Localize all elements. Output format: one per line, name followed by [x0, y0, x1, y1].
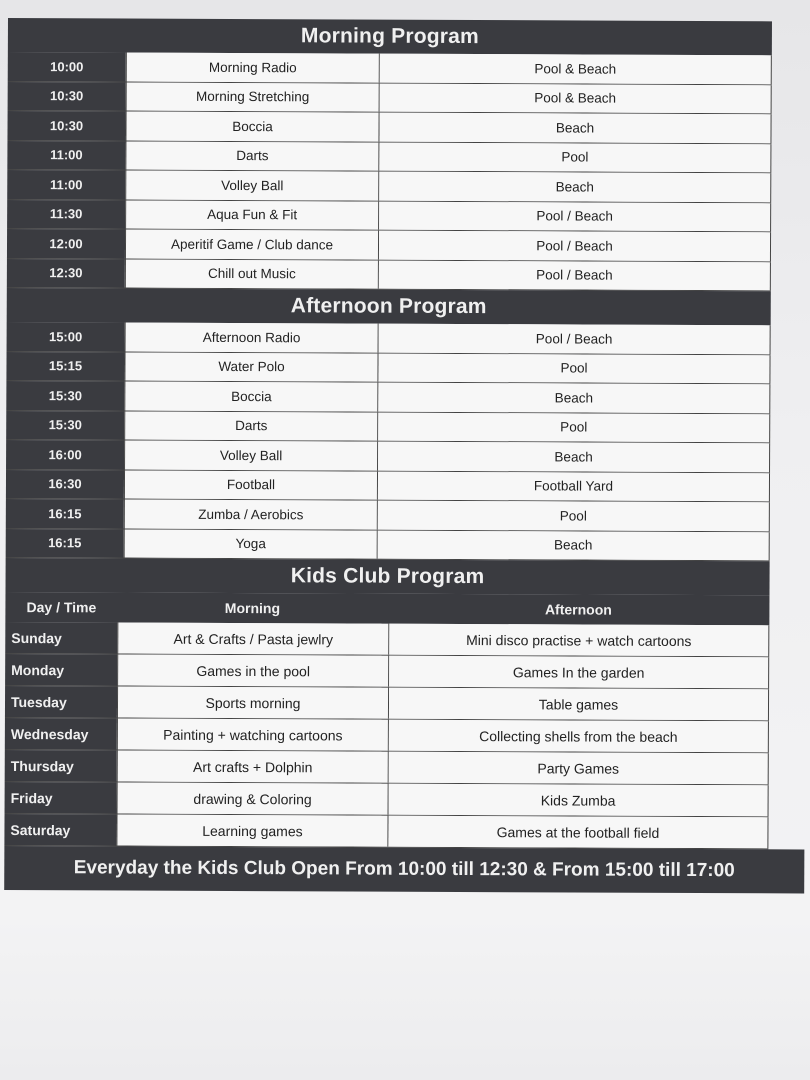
time-cell: 15:15	[6, 351, 124, 380]
activity-cell: Aperitif Game / Club dance	[125, 230, 379, 260]
activity-cell: Football	[124, 470, 378, 500]
activity-cell: Yoga	[124, 529, 378, 559]
header-afternoon: Afternoon	[544, 601, 612, 618]
table-row	[5, 622, 769, 657]
morning-program-title: Morning Program	[8, 18, 772, 55]
table-row	[7, 111, 771, 144]
day-cell: Sunday	[5, 622, 117, 653]
place-cell: Pool	[378, 353, 770, 383]
table-row	[5, 718, 769, 753]
table-row	[5, 686, 769, 721]
activity-cell: Afternoon Radio	[125, 323, 379, 353]
day-cell: Tuesday	[5, 686, 117, 717]
place-cell: Pool & Beach	[380, 54, 772, 84]
morning-cell: Sports morning	[117, 686, 389, 718]
table-row	[6, 469, 770, 502]
time-cell: 10:30	[8, 81, 126, 110]
time-cell: 16:30	[6, 469, 124, 498]
kids-club-hours-footer: Everyday the Kids Club Open From 10:00 till 12:30 & From 15:00 till 17:00	[4, 846, 804, 893]
place-cell: Pool	[379, 142, 771, 172]
time-cell: 10:30	[7, 111, 125, 140]
time-cell: 16:15	[6, 528, 124, 557]
table-row	[5, 654, 769, 689]
table-row	[7, 199, 771, 232]
activity-cell: Morning Stretching	[126, 82, 380, 112]
afternoon-cell: Games In the garden	[389, 656, 769, 689]
time-cell: 15:30	[6, 410, 124, 439]
header-morning: Morning	[224, 599, 281, 617]
activity-cell: Boccia	[124, 382, 378, 412]
place-cell: Beach	[379, 113, 771, 143]
afternoon-cell: Table games	[389, 688, 769, 721]
table-row	[6, 499, 770, 532]
activity-cell: Boccia	[125, 112, 379, 142]
time-cell: 16:00	[6, 440, 124, 469]
activity-cell: Morning Radio	[126, 53, 380, 83]
table-row	[6, 528, 770, 561]
table-row	[7, 229, 771, 262]
place-cell: Pool / Beach	[379, 201, 771, 231]
place-cell: Beach	[378, 530, 770, 560]
place-cell: Pool / Beach	[379, 231, 771, 261]
activity-cell: Volley Ball	[125, 171, 379, 201]
afternoon-cell: Party Games	[389, 752, 769, 785]
day-cell: Saturday	[4, 814, 116, 845]
table-row	[7, 322, 771, 355]
kids-club-program-title: Kids Club Program	[5, 558, 769, 595]
place-cell: Beach	[378, 442, 770, 472]
time-cell: 10:00	[8, 52, 126, 81]
activity-cell: Aqua Fun & Fit	[125, 200, 379, 230]
table-row	[6, 410, 770, 443]
activity-cell: Zumba / Aerobics	[124, 500, 378, 530]
time-cell: 12:00	[7, 229, 125, 258]
header-day-time: Day / Time	[26, 599, 97, 616]
time-cell: 15:30	[6, 381, 124, 410]
afternoon-cell: Kids Zumba	[389, 784, 769, 817]
place-cell: Pool / Beach	[379, 324, 771, 354]
time-cell: 11:00	[7, 140, 125, 169]
time-cell: 16:15	[6, 499, 124, 528]
activity-cell: Water Polo	[124, 352, 378, 382]
table-row	[6, 440, 770, 473]
day-cell: Friday	[5, 782, 117, 813]
activity-cell: Volley Ball	[124, 441, 378, 471]
table-row	[8, 81, 772, 114]
table-row	[6, 381, 770, 414]
time-cell: 11:00	[7, 170, 125, 199]
morning-cell: drawing & Coloring	[117, 782, 389, 814]
place-cell: Pool & Beach	[380, 83, 772, 113]
table-row	[7, 170, 771, 203]
time-cell: 12:30	[7, 258, 125, 287]
place-cell: Pool / Beach	[379, 260, 771, 290]
table-row	[7, 140, 771, 173]
table-row	[6, 351, 770, 384]
place-cell: Beach	[378, 383, 770, 413]
table-row	[8, 52, 772, 85]
afternoon-cell: Mini disco practise + watch cartoons	[389, 624, 769, 657]
table-row	[5, 782, 769, 817]
table-row	[7, 258, 771, 291]
day-cell: Monday	[5, 654, 117, 685]
time-cell: 11:30	[7, 199, 125, 228]
time-cell: 15:00	[7, 322, 125, 351]
afternoon-program-title: Afternoon Program	[7, 288, 771, 325]
morning-program-table	[7, 52, 772, 291]
afternoon-program-table	[6, 322, 771, 561]
day-cell: Thursday	[5, 750, 117, 781]
table-row	[4, 814, 768, 849]
kids-club-table	[4, 622, 769, 849]
place-cell: Beach	[379, 172, 771, 202]
morning-cell: Art crafts + Dolphin	[117, 750, 389, 782]
place-cell: Pool	[378, 412, 770, 442]
table-row	[5, 750, 769, 785]
afternoon-cell: Games at the football field	[388, 816, 768, 849]
morning-cell: Learning games	[116, 814, 388, 846]
afternoon-cell: Collecting shells from the beach	[389, 720, 769, 753]
schedule-sheet	[4, 18, 772, 893]
place-cell: Football Yard	[378, 471, 770, 501]
activity-cell: Darts	[124, 411, 378, 441]
activity-cell: Darts	[125, 141, 379, 171]
morning-cell: Games in the pool	[117, 654, 389, 686]
morning-cell: Painting + watching cartoons	[117, 718, 389, 750]
activity-cell: Chill out Music	[125, 259, 379, 289]
place-cell: Pool	[378, 501, 770, 531]
morning-cell: Art & Crafts / Pasta jewlry	[117, 622, 389, 654]
day-cell: Wednesday	[5, 718, 117, 749]
kids-table-header	[5, 592, 769, 625]
